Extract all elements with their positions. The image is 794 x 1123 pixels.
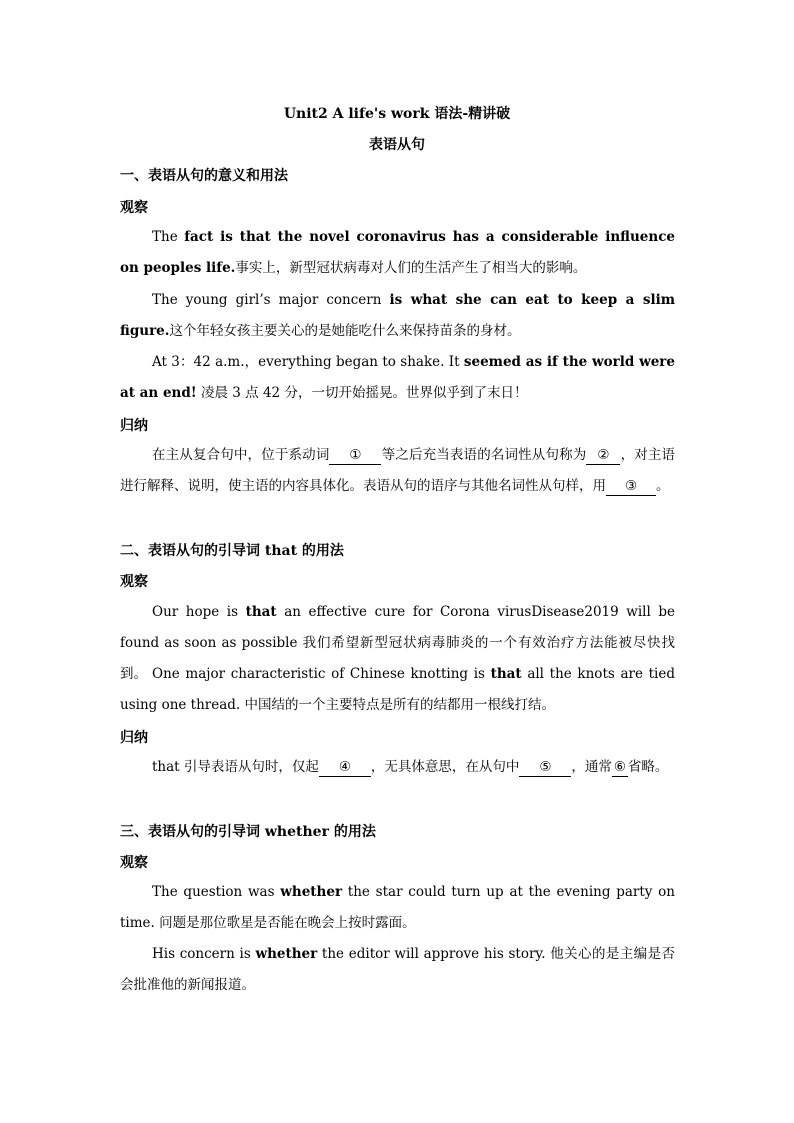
section-1-summary-label: 归纳 — [120, 418, 148, 434]
section-3-example-1 — [120, 877, 675, 939]
section-3-example-2 — [120, 939, 675, 1001]
summary-text: 省略。 — [627, 759, 669, 775]
section-1-example-2 — [120, 285, 675, 347]
example-bold: whether — [280, 884, 343, 900]
summary-text: 在主从复合句中，位于系动词 — [152, 447, 330, 463]
example-text: Our hope is — [152, 604, 246, 620]
blank-4[interactable]: ④ — [319, 758, 371, 777]
example-text: At 3：42 a.m.，everything began to shake. It — [152, 354, 464, 370]
section-2-summary-label: 归纳 — [120, 730, 148, 746]
example-bold: that — [245, 604, 277, 620]
example-translation: 事实上，新型冠状病毒对人们的生活产生了相当大的影响。 — [235, 260, 587, 276]
blank-3[interactable]: ③ — [606, 477, 656, 496]
example-translation: the editor will approve his story. 他关心的是主编是否会批准他的新闻报道。 — [120, 946, 675, 993]
section-1-example-3 — [120, 347, 675, 409]
document-title: Unit2 A life's work 语法-精讲破 — [283, 106, 511, 122]
blank-2[interactable]: ② — [586, 446, 620, 465]
summary-text: ，对主语进行解释、说明，使主语的内容具体化。表语从句的语序与其他名词性从句样，用 — [120, 447, 676, 494]
summary-text: that 引导表语从句时，仅起 — [152, 759, 319, 775]
section-3-observe-label: 观察 — [120, 855, 148, 871]
example-text: The young girl’s major concern — [152, 292, 390, 308]
section-2-example-2 — [120, 659, 675, 721]
blank-6[interactable]: ⑥ — [613, 759, 626, 775]
summary-text: 等之后充当表语的名词性从句称为 — [381, 447, 587, 463]
example-bold: fact is that the novel coronavirus has a considerable influence on peoples life. — [120, 229, 675, 276]
example-text: One major characteristic of Chinese knotting is — [152, 666, 491, 682]
example-bold: is what she can eat to keep a slim figure. — [120, 292, 676, 339]
example-bold: whether — [255, 946, 318, 962]
example-bold: seemed as if the world were at an end! — [120, 354, 676, 401]
example-translation: the star could turn up at the evening party on time. 问题是那位歌星是否能在晚会上按时露面。 — [120, 884, 675, 931]
example-translation: 凌晨 3 点 42 分，一切开始摇晃。世界似乎到了末日！ — [196, 385, 528, 401]
example-text: The question was — [152, 884, 281, 900]
summary-text: 。 — [656, 478, 670, 494]
section-1-heading: 一、表语从句的意义和用法 — [120, 168, 288, 184]
section-1-summary-text — [120, 440, 675, 502]
blank-5[interactable]: ⑤ — [519, 758, 571, 777]
blank-1[interactable]: ① — [329, 446, 381, 465]
example-text: The — [152, 229, 185, 245]
example-translation: 这个年轻女孩主要关心的是她能吃什么来保持苗条的身材。 — [169, 323, 521, 339]
example-bold: that — [490, 666, 522, 682]
example-translation: all the knots are tied using one thread. 中国结的一个主要特点是所有的结都用一根线打结。 — [120, 666, 675, 713]
section-3-heading: 三、表语从句的引导词 whether 的用法 — [120, 824, 376, 840]
section-2-summary-text — [120, 752, 675, 783]
example-text: His concern is — [152, 946, 256, 962]
section-1-example-1 — [120, 222, 675, 284]
section-2-observe-label: 观察 — [120, 574, 148, 590]
summary-text: ，无具体意思，在从句中 — [370, 759, 520, 775]
section-1-observe-label: 观察 — [120, 200, 148, 216]
summary-text: ，通常 — [571, 759, 612, 775]
section-2-heading: 二、表语从句的引导词 that 的用法 — [120, 543, 344, 559]
document-subtitle: 表语从句 — [369, 137, 425, 153]
example-translation: an effective cure for Corona virusDisease2019 will be found as soon as possible 我们希望新型冠状病毒肺炎的一个有效治疗方法能被尽快找到。 — [120, 604, 675, 682]
